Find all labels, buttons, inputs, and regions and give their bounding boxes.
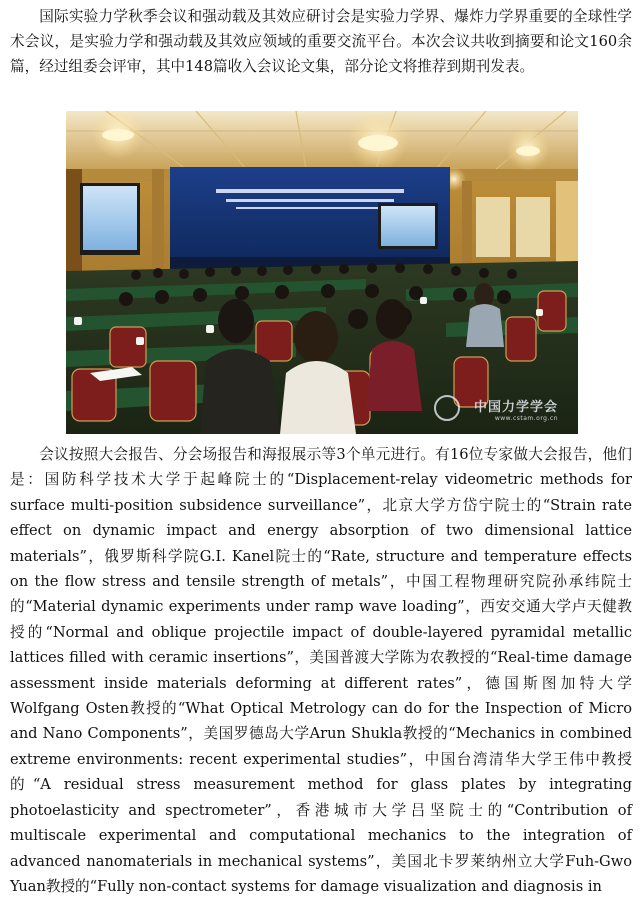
conference-hall-illustration bbox=[66, 111, 578, 434]
watermark-logo bbox=[434, 395, 460, 421]
watermark-name: 中国力学学会 bbox=[473, 400, 558, 415]
conference-photo bbox=[66, 111, 578, 434]
photo-watermark bbox=[474, 396, 558, 422]
intro-paragraph: 国际实验力学秋季会议和强动载及其效应研讨会是实验力学界、爆炸力学界重要的全球性学术会议，是实验力学和强动载及其效应领域的重要交流平台。本次会议共收到摘要和论文160余篇，经过组委会评审，其中148篇收入会议论文集，部分论文将推荐到期刊发表。 bbox=[10, 8, 632, 75]
watermark-url: www.cstam.org.cn bbox=[494, 415, 558, 422]
keynote-paragraph: 会议按照大会报告、分会场报告和海报展示等3个单元进行。有16位专家做大会报告，他们是：国防科学技术大学于起峰院士的“Displacement-relay videometric methods for surface multi-position subsidence surveillance”，北京大学方岱宁院士的“Strain rate effect on dynamic impact and energy absorption of two dimensional lattice materials”，俄罗斯科学院G.I. Kanel院士的“Rate, structure and temperature effects on the flow stress and tensile strength of metals”，中国工程物理研究院孙承纬院士的“Material dynamic experiments under ramp wave loading”，西安交通大学卢天健教授的“Normal and oblique projectile impact of double-layered pyramidal metallic lattices filled with ceramic insertions”，美国普渡大学陈为农教授的“Real-time damage assessment inside materials deforming at different rates”，德国斯图加特大学Wolfgang Osten教授的“What Optical Metrology can do for the Inspection of Micro and Nano Components”，美国罗德岛大学Arun Shukla教授的“Mechanics in combined extreme environments: recent experimental studies”，中国台湾清华大学王伟中教授的“A residual stress measurement method for glass plates by integrating photoelasticity and spectrometer”，香港城市大学吕坚院士的“Contribution of multiscale experimental and computational mechanics to the integration of advanced nanomaterials in mechanical systems”，美国北卡罗莱纳州立大学Fuh-Gwo Yuan教授的“Fully non-contact systems for damage visualization and diagnosis in bbox=[10, 446, 632, 895]
